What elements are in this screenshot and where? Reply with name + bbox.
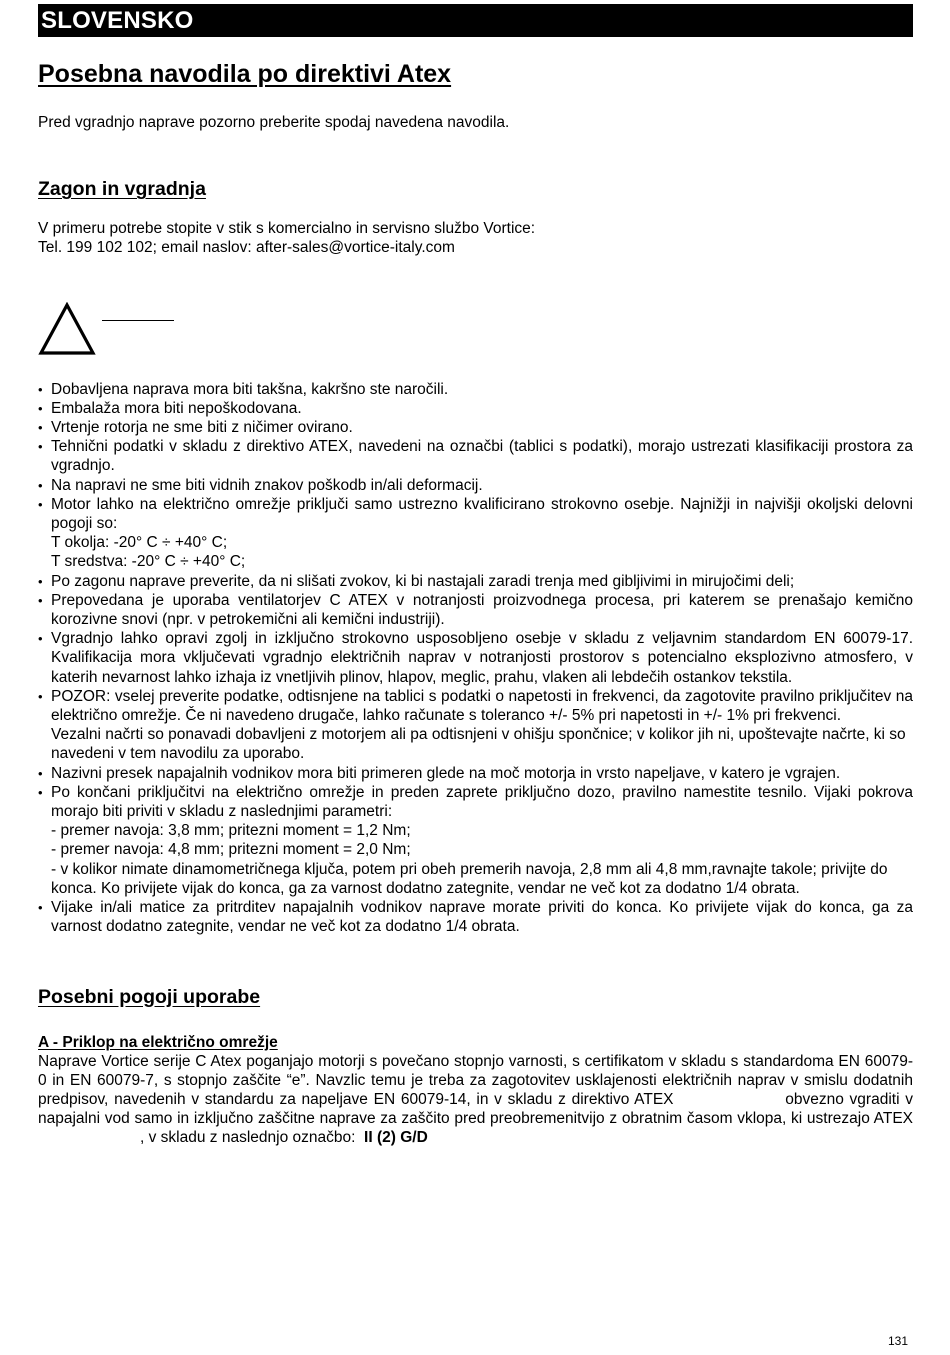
checklist-item [38, 783, 913, 898]
checklist-subitem: - premer navoja: 4,8 mm; pritezni moment = 2,0 Nm; [51, 841, 411, 859]
checklist-item-text: POZOR: vselej preverite podatke, odtisnjene na tablici s podatki o napetosti in frekvenci, da zagotovite pravilno priključitev na električno omrežje. Če ni navedeno drugače, lahko računate s toleranco +/- 5% pri napetosti in +/- 1% pri frekvenci. [51, 687, 913, 725]
checklist-item [38, 591, 913, 629]
checklist-item-text: Embalaža mora biti nepoškodovana. [51, 399, 302, 417]
section-heading-conditions: Posebni pogoji uporabe [38, 985, 261, 1008]
checklist-subitem: Vezalni načrti so ponavadi dobavljeni z motorjem ali pa odtisnjeni v ohišju spončnice; v kolikor jih ni, upoštevajte načrte, ki so navedeni v tem navodilu za uporabo. [51, 726, 906, 763]
checklist-item [38, 399, 913, 418]
checklist-item-text: Prepovedana je uporaba ventilatorjev C ATEX v notranjosti proizvodnega procesa, pri katerem se prenašajo kemično korozivne snovi (npr. v petrokemični ali kemični industriji). [51, 591, 913, 629]
checklist-item-text: Dobavljena naprava mora biti takšna, kakršno ste naročili. [51, 380, 449, 398]
contact-line-1: V primeru potrebe stopite v stik s komercialno in servisno službo Vortice: [38, 220, 536, 238]
section-heading-startup: Zagon in vgradnja [38, 178, 206, 201]
checklist-item-text: Vrtenje rotorja ne sme biti z ničimer ovirano. [51, 419, 353, 437]
contact-line-2: Tel. 199 102 102; email naslov: after-sales@vortice-italy.com [38, 239, 455, 257]
checklist-subitem: - premer navoja: 3,8 mm; pritezni moment = 1,2 Nm; [51, 822, 411, 840]
subheading-electrical: A - Priklop na električno omrežje [38, 1033, 278, 1051]
checklist-item [38, 418, 913, 437]
checklist-subitem: - v kolikor nimate dinamometričnega ključa, potem pri obeh premerih navoja, 2,8 mm ali 4,8 mm,ravnajte takole; privijte do konca. Ko privijete vijak do konca, ga za varnost dodatno zategnite, vendar ne več kot za dodatno 1/4 obrata. [51, 860, 888, 897]
checklist-item-text: Vijake in/ali matice za pritrditev napajalnih vodnikov naprave morate priviti do konca. Ko privijete vijak do konca, ga za varnost dodatno zategnite, vendar ne več kot za dodatno 1/4 obrata. [51, 899, 913, 936]
checklist-item-text: Po zagonu naprave preverite, da ni slišati zvokov, ki bi nastajali zaradi trenja med gibljivimi in mirujočimi deli; [51, 572, 795, 590]
warning-underline [102, 320, 174, 321]
checklist-item [38, 898, 913, 936]
language-header: SLOVENSKO [38, 4, 913, 37]
electrical-text-3: , v skladu z naslednjo označbo: [140, 1129, 356, 1147]
checklist-item [38, 380, 913, 399]
checklist-item [38, 495, 913, 572]
checklist-item [38, 437, 913, 475]
checklist-item-text: Na napravi ne sme biti vidnih znakov poškodb in/ali deformacij. [51, 476, 483, 494]
checklist-item [38, 572, 913, 591]
checklist-item-text: Tehnični podatki v skladu z direktivo ATEX, navedeni na označbi (tablici s podatki), morajo ustrezati klasifikaciji prostora za vgradnjo. [51, 438, 913, 475]
document-page [38, 4, 913, 1148]
checklist-subitem: T okolja: -20° C ÷ +40° C; [51, 534, 228, 552]
installation-checklist [38, 380, 913, 937]
checklist-item-text: Vgradnjo lahko opravi zgolj in izključno strokovno usposobljeno osebje v skladu z veljavnim standardom EN 60079-17. Kvalifikacija mora vključevati vgradnjo električnih naprav v notranjosti prostorov s potencialno eksplozivno atmosfero, v katerih nevarnost lahko izhaja iz vnetljivih plinov, hlapov, meglic, prahu, vlaken ali lebdečih ostankov tekstila. [51, 630, 913, 686]
contact-info [38, 219, 913, 257]
warning-triangle-icon [38, 302, 96, 356]
checklist-item [38, 629, 913, 687]
checklist-item-text: Motor lahko na električno omrežje priključi samo ustrezno kvalificirano strokovno osebje. Najnižji in najvišji okoljski delovni pogoji so: [51, 495, 913, 533]
atex-marking: II (2) G/D [364, 1129, 428, 1147]
checklist-item-text: Nazivni presek napajalnih vodnikov mora biti primeren glede na moč motorja in vrsto napeljave, v katero je vgrajen. [51, 764, 841, 782]
checklist-item [38, 687, 913, 764]
checklist-item [38, 764, 913, 783]
checklist-item [38, 476, 913, 495]
page-title: Posebna navodila po direktivi Atex [38, 60, 452, 88]
page-number: 131 [888, 1334, 909, 1348]
checklist-item-text: Po končani priključitvi na električno omrežje in preden zaprete priključno dozo, pravilno namestite tesnilo. Vijaki pokrova morajo biti priviti v skladu z naslednjimi parametri: [51, 783, 913, 821]
electrical-paragraph [38, 1052, 913, 1148]
intro-text: Pred vgradnjo naprave pozorno preberite spodaj navedena navodila. [38, 114, 510, 131]
checklist-subitem: T sredstva: -20° C ÷ +40° C; [51, 553, 246, 571]
electrical-text-1: Naprave Vortice serije C Atex poganjajo motorji s povečano stopnjo varnosti, s certifikatom v skladu s standardoma EN 60079-0 in EN 60079-7, s stopnjo zaščite “e”. Navzlic temu je treba za zagotovitev usklajenosti električnih naprav v smislu dodatnih predpisov, navedenih v standardu za napeljave EN 60079-14, in v skladu z direktivo ATEX [38, 1052, 913, 1108]
warning-block [38, 258, 913, 380]
electrical-text-2: obvezno vgraditi v napajalni vod samo in izključno zaščitne naprave za zaščito pred preobremenitvijo z obratnim časom vklopa, ki ustrezajo ATEX [38, 1090, 913, 1128]
